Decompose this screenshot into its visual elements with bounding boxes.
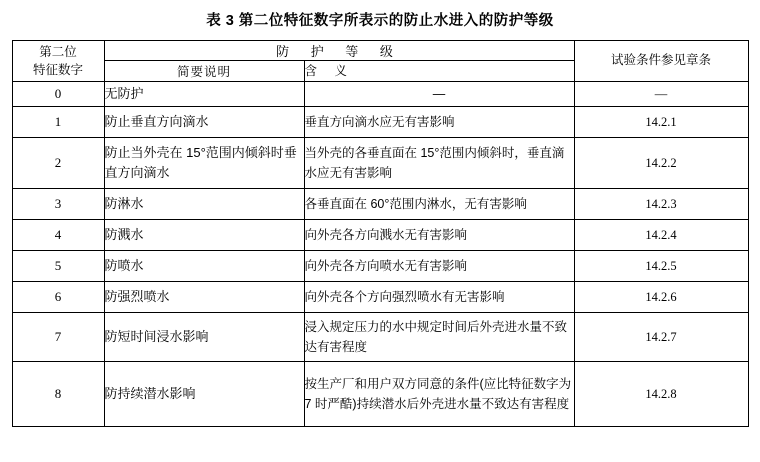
cell-description: 防止垂直方向滴水	[104, 107, 304, 138]
cell-reference: 14.2.2	[574, 138, 748, 189]
cell-description: 防止当外壳在 15°范围内倾斜时垂直方向滴水	[104, 138, 304, 189]
cell-digit: 3	[12, 189, 104, 220]
header-cell-meaning: 含 义	[304, 61, 574, 82]
cell-digit: 0	[12, 82, 104, 107]
cell-description: 防淋水	[104, 189, 304, 220]
ip-protection-table	[12, 40, 749, 427]
cell-meaning: 向外壳各个方向强烈喷水有无害影响	[304, 282, 574, 313]
cell-digit: 4	[12, 220, 104, 251]
cell-digit: 7	[12, 313, 104, 362]
cell-reference: 14.2.1	[574, 107, 748, 138]
cell-meaning: 垂直方向滴水应无有害影响	[304, 107, 574, 138]
cell-reference: 14.2.6	[574, 282, 748, 313]
table-header-row-1	[12, 41, 748, 61]
cell-digit: 6	[12, 282, 104, 313]
cell-digit: 2	[12, 138, 104, 189]
cell-description: 防溅水	[104, 220, 304, 251]
header-digit-line1: 第二位	[39, 44, 77, 59]
cell-digit: 1	[12, 107, 104, 138]
cell-description: 防强烈喷水	[104, 282, 304, 313]
header-cell-brief: 简要说明	[104, 61, 304, 82]
cell-meaning: 浸入规定压力的水中规定时间后外壳进水量不致达有害程度	[304, 313, 574, 362]
cell-meaning: 当外壳的各垂直面在 15°范围内倾斜时，垂直滴水应无有害影响	[304, 138, 574, 189]
cell-reference: 14.2.7	[574, 313, 748, 362]
page-title: 表 3 第二位特征数字所表示的防止水进入的防护等级	[206, 13, 554, 29]
cell-digit: 5	[12, 251, 104, 282]
table-row	[12, 362, 748, 427]
table-row	[12, 138, 748, 189]
cell-description: 防短时间浸水影响	[104, 313, 304, 362]
cell-reference: —	[574, 82, 748, 107]
cell-digit: 8	[12, 362, 104, 427]
header-cell-digit	[12, 41, 104, 82]
header-cell-protection: 防 护 等 级	[104, 41, 574, 61]
table-row	[12, 220, 748, 251]
cell-description: 无防护	[104, 82, 304, 107]
cell-reference: 14.2.4	[574, 220, 748, 251]
cell-meaning: 各垂直面在 60°范围内淋水，无有害影响	[304, 189, 574, 220]
table-row	[12, 189, 748, 220]
cell-description: 防持续潜水影响	[104, 362, 304, 427]
table-row	[12, 251, 748, 282]
table-row	[12, 107, 748, 138]
cell-reference: 14.2.5	[574, 251, 748, 282]
cell-reference: 14.2.8	[574, 362, 748, 427]
cell-reference: 14.2.3	[574, 189, 748, 220]
table-row	[12, 282, 748, 313]
table-row	[12, 82, 748, 107]
cell-meaning: 按生产厂和用户双方同意的条件(应比特征数字为 7 时严酷)持续潜水后外壳进水量不致达有害程度	[304, 362, 574, 427]
header-cell-reference: 试验条件参见章条	[574, 41, 748, 82]
cell-meaning: 向外壳各方向喷水无有害影响	[304, 251, 574, 282]
header-digit-line2: 特征数字	[32, 63, 83, 77]
cell-meaning: 向外壳各方向溅水无有害影响	[304, 220, 574, 251]
cell-description: 防喷水	[104, 251, 304, 282]
table-row	[12, 313, 748, 362]
cell-meaning: —	[304, 82, 574, 107]
